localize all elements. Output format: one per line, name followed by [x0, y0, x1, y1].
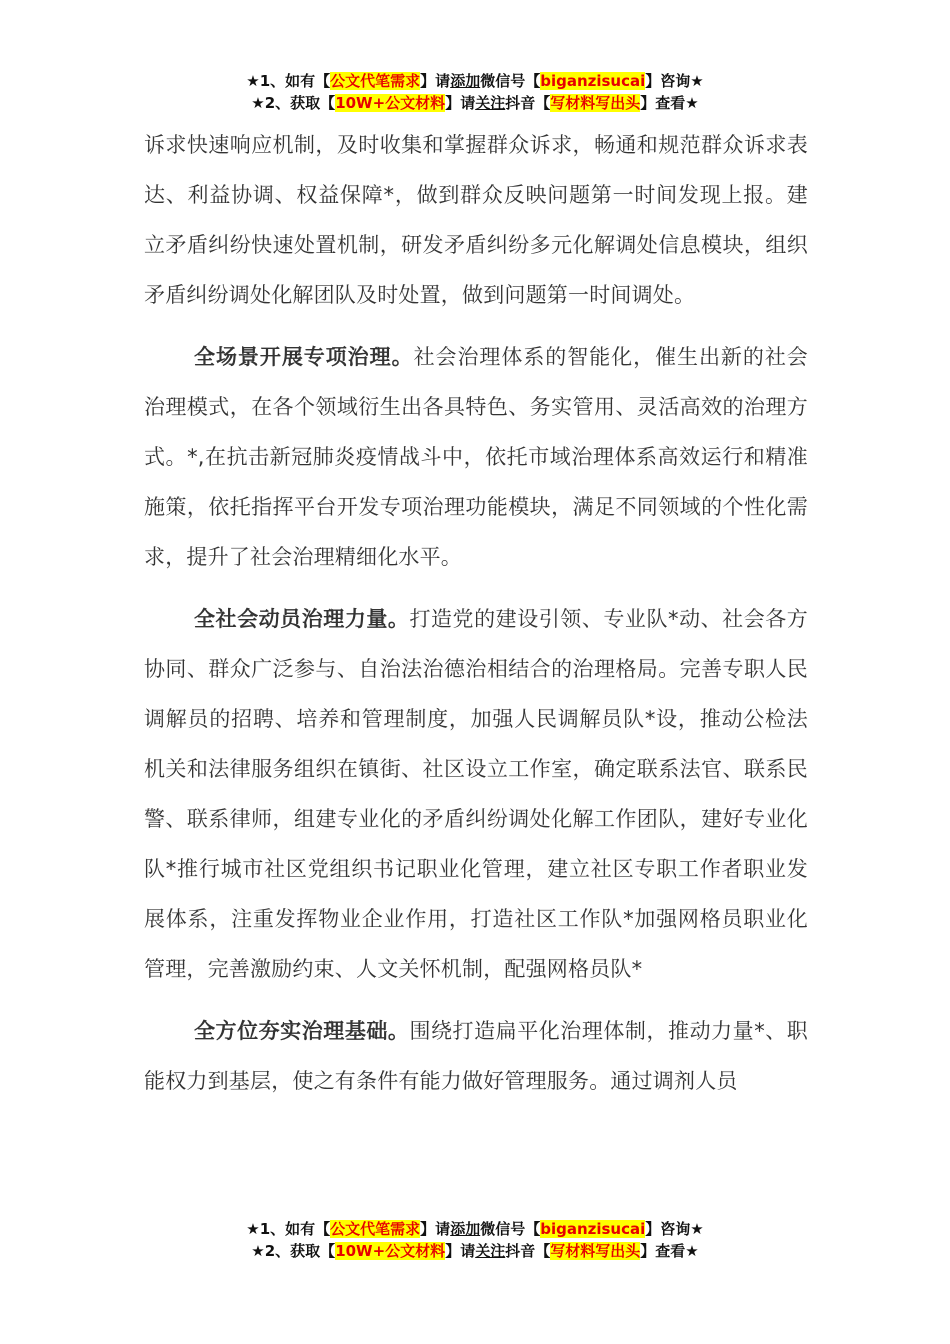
- paragraph-continued: [144, 120, 808, 320]
- highlight-wechat-id: biganzisucai: [540, 72, 646, 90]
- paragraph-lead: 全场景开展专项治理。: [194, 345, 414, 369]
- paragraph-governance-foundation: [144, 1006, 808, 1106]
- paragraph-lead: 全方位夯实治理基础。: [194, 1019, 410, 1043]
- highlight-wechat-id: biganzisucai: [540, 1220, 646, 1238]
- header-banner: [0, 70, 950, 114]
- highlight-materials: 10W+公文材料: [335, 94, 446, 112]
- paragraph-lead: 全社会动员治理力量。: [194, 607, 410, 631]
- banner-line-1: ★1、如有【公文代笔需求】请添加微信号【biganzisucai】咨询★: [246, 72, 704, 90]
- underlined-word: 关注: [475, 94, 506, 112]
- underlined-word: 添加: [450, 72, 481, 90]
- paragraph-text: 社会治理体系的智能化，催生出新的社会治理模式，在各个领域衍生出各具特色、务实管用、灵活高效的治理方式。*,在抗击新冠肺炎疫情战斗中，依托市域治理体系高效运行和精准施策，依托指挥平台开发专项治理功能模块，满足不同领域的个性化需求，提升了社会治理精细化水平。: [144, 345, 808, 569]
- paragraph-text: 围绕打造扁平化治理体制，推动力量*、职能权力到基层，使之有条件有能力做好管理服务。通过调剂人员: [144, 1019, 808, 1093]
- banner-line-2: ★2、获取【10W+公文材料】请关注抖音【写材料写出头】查看★: [251, 1242, 699, 1260]
- banner-line-2: ★2、获取【10W+公文材料】请关注抖音【写材料写出头】查看★: [251, 94, 699, 112]
- highlight-service: 公文代笔需求: [330, 72, 421, 90]
- highlight-douyin-account: 写材料写出头: [550, 1242, 641, 1260]
- underlined-word: 关注: [475, 1242, 506, 1260]
- highlight-douyin-account: 写材料写出头: [550, 94, 641, 112]
- paragraph-special-governance: [144, 332, 808, 582]
- highlight-materials: 10W+公文材料: [335, 1242, 446, 1260]
- highlight-service: 公文代笔需求: [330, 1220, 421, 1238]
- paragraph-text: 打造党的建设引领、专业队*动、社会各方协同、群众广泛参与、自治法治德治相结合的治理格局。完善专职人民调解员的招聘、培养和管理制度，加强人民调解员队*设，推动公检法机关和法律服务组织在镇街、社区设立工作室，确定联系法官、联系民警、联系律师，组建专业化的矛盾纠纷调处化解工作团队，建好专业化队*推行城市社区党组织书记职业化管理，建立社区专职工作者职业发展体系，注重发挥物业企业作用，打造社区工作队*加强网格员职业化管理，完善激励约束、人文关怀机制，配强网格员队*: [144, 607, 808, 981]
- underlined-word: 添加: [450, 1220, 481, 1238]
- document-body: [144, 120, 808, 1106]
- banner-line-1: ★1、如有【公文代笔需求】请添加微信号【biganzisucai】咨询★: [246, 1220, 704, 1238]
- paragraph-governance-forces: [144, 594, 808, 994]
- footer-banner: [0, 1218, 950, 1262]
- paragraph-text: 诉求快速响应机制，及时收集和掌握群众诉求，畅通和规范群众诉求表达、利益协调、权益保障*，做到群众反映问题第一时间发现上报。建立矛盾纠纷快速处置机制，研发矛盾纠纷多元化解调处信息模块，组织矛盾纠纷调处化解团队及时处置，做到问题第一时间调处。: [144, 133, 808, 307]
